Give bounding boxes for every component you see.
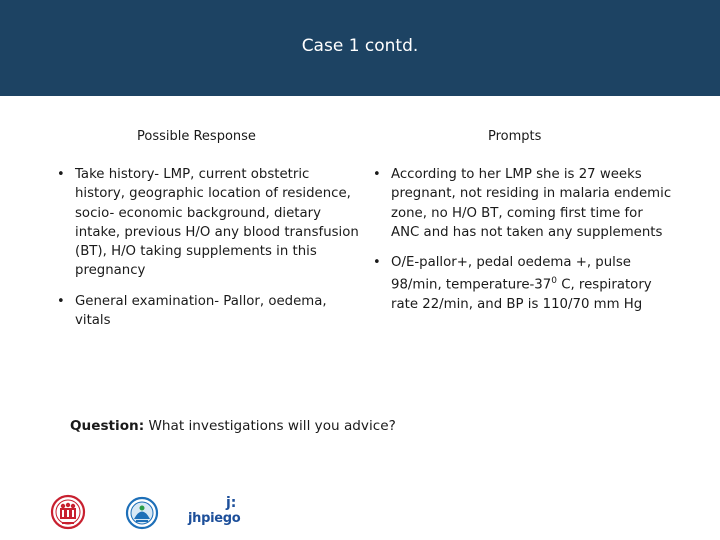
family-emblem-logo	[48, 494, 88, 530]
title-bar	[0, 0, 720, 96]
jhpiego-logo: jhpiego	[188, 511, 241, 526]
list-item: • General examination- Pallor, oedema, vitals	[57, 292, 359, 331]
slide-title: Case 1 contd.	[301, 36, 419, 56]
possible-response-heading: Possible Response	[137, 129, 256, 144]
possible-response-column	[57, 165, 359, 341]
question-label: Question:	[70, 418, 145, 434]
list-item: • According to her LMP she is 27 weeks pregnant, not residing in malaria endemic zone, no H/O BT, coming first time for ANC and has not taken any supplements	[373, 165, 673, 242]
prompts-column	[373, 165, 673, 326]
vitals-text-part1: O/E-pallor+, pedal oedema +, pulse 98/min, temperature-37	[391, 255, 631, 293]
jhpiego-mark: j:	[226, 495, 237, 511]
prompts-list	[373, 165, 673, 315]
prompts-heading: Prompts	[488, 129, 542, 144]
vitals-text-part2: C, respiratory rate 22/min, and BP is 110/70 mm Hg	[391, 277, 652, 313]
list-item	[373, 253, 673, 314]
list-item: • Take history- LMP, current obstetric history, geographic location of residence, socio- economic background, dietary intake, previous H/O any blood transfusion (BT), H/O taking supplements in this pregnancy	[57, 165, 359, 281]
possible-response-list	[57, 165, 359, 330]
degree-superscript: 0	[551, 276, 557, 287]
question-text: What investigations will you advice?	[144, 418, 396, 434]
question-line	[70, 418, 396, 434]
health-mission-logo	[124, 496, 160, 530]
